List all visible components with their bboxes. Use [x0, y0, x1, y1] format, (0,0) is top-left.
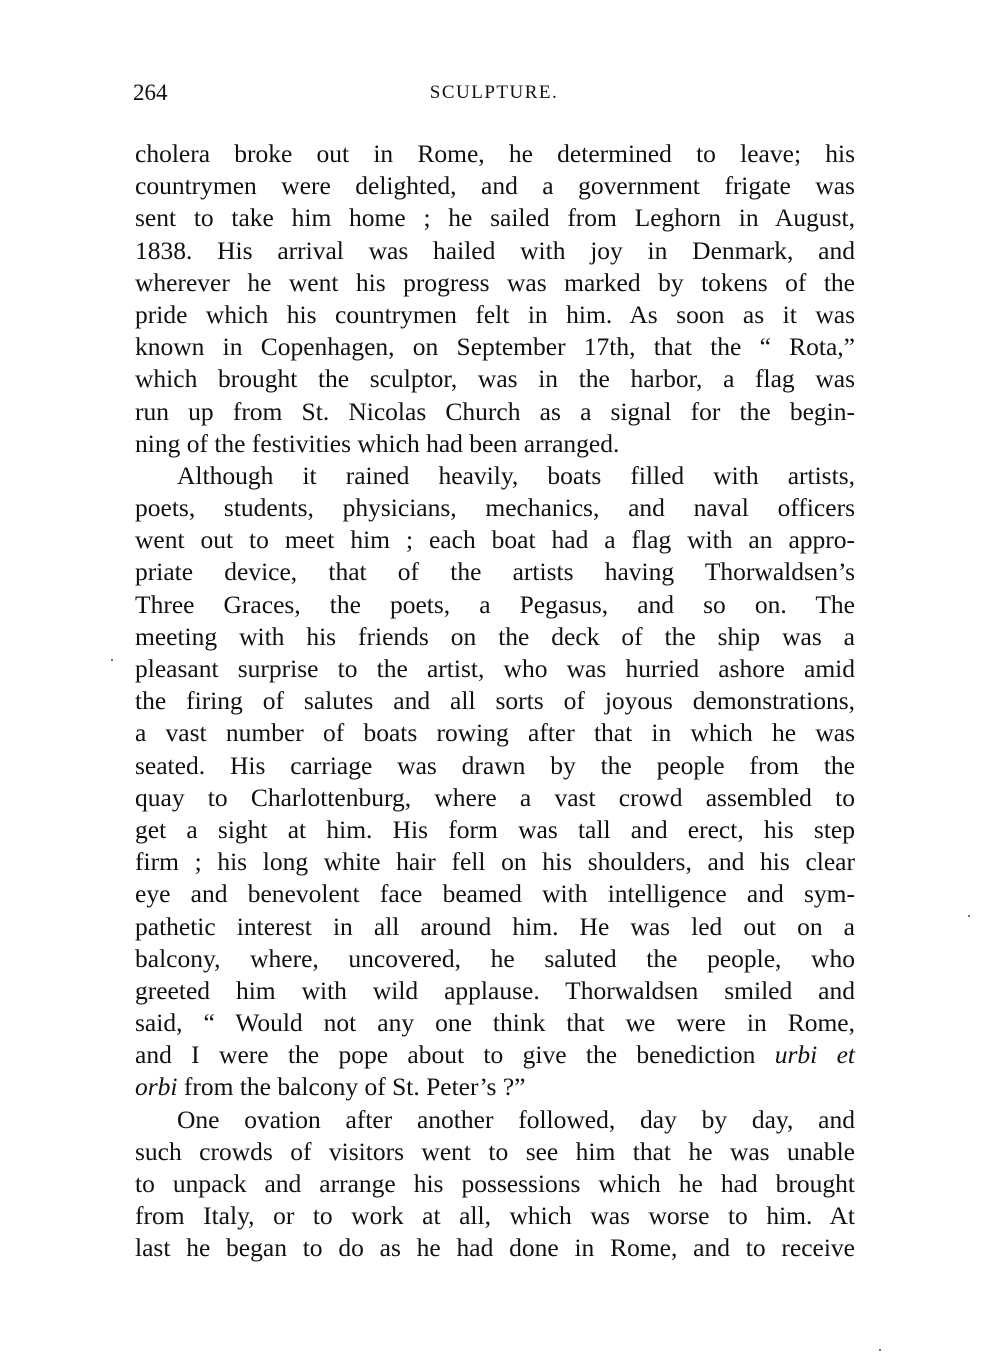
- text-line: from Italy, or to work at all, which was worse to him. At: [135, 1201, 855, 1231]
- text-line: pride which his countrymen felt in him. As soon as it was: [135, 299, 855, 329]
- text-line: ning of the festivities which had been arranged.: [135, 428, 620, 458]
- text-line: poets, students, physicians, mechanics, and naval officers: [135, 493, 855, 523]
- text-line: went out to meet him ; each boat had a flag with an appro-: [135, 525, 855, 555]
- text-line: countrymen were delighted, and a government frigate was: [135, 171, 855, 201]
- text-line: 1838. His arrival was hailed with joy in Denmark, and: [135, 235, 855, 265]
- paragraph-first-line: One ovation after another followed, day by day, and: [177, 1104, 855, 1134]
- text-line: greeted him with wild applause. Thorwaldsen smiled and: [135, 975, 855, 1005]
- text-line: wherever he went his progress was marked by tokens of the: [135, 267, 855, 297]
- latin-phrase: orbi: [135, 1072, 178, 1102]
- scan-speck: [111, 659, 113, 661]
- scan-speck: [879, 1349, 881, 1351]
- text-line: known in Copenhagen, on September 17th, that the “ Rota,”: [135, 332, 855, 362]
- text-span: and I were the pope about to give the benediction: [135, 1040, 775, 1070]
- text-line: Three Graces, the poets, a Pegasus, and so on. The: [135, 589, 855, 619]
- latin-phrase: urbi et: [774, 1040, 855, 1070]
- text-line-with-italic: [135, 1039, 855, 1071]
- running-title: SCULPTURE.: [429, 82, 559, 103]
- text-span: from the balcony of St. Peter’s ?”: [177, 1072, 526, 1102]
- text-line: pleasant surprise to the artist, who was hurried ashore amid: [135, 654, 855, 683]
- paragraph-first-line: Although it rained heavily, boats filled with artists,: [177, 460, 855, 490]
- text-line: eye and benevolent face beamed with intelligence and sym-: [135, 879, 855, 909]
- page-number: 264: [133, 80, 168, 105]
- text-line: said, “ Would not any one think that we were in Rome,: [135, 1008, 855, 1038]
- text-line: run up from St. Nicolas Church as a signal for the begin-: [135, 396, 855, 426]
- text-line: such crowds of visitors went to see him that he was unable: [135, 1136, 855, 1166]
- text-line: cholera broke out in Rome, he determined to leave; his: [135, 139, 855, 168]
- text-line: a vast number of boats rowing after that in which he was: [135, 718, 855, 748]
- text-line: get a sight at him. His form was tall and erect, his step: [135, 814, 855, 844]
- running-head: [133, 80, 855, 110]
- text-line: which brought the sculptor, was in the harbor, a flag was: [135, 364, 855, 394]
- text-line: the firing of salutes and all sorts of joyous demonstrations,: [135, 686, 855, 716]
- body-text: [135, 138, 855, 1265]
- text-line: quay to Charlottenburg, where a vast crowd assembled to: [135, 782, 855, 812]
- text-line: priate device, that of the artists having Thorwaldsen’s: [135, 557, 855, 587]
- text-line: sent to take him home ; he sailed from Leghorn in August,: [135, 203, 855, 233]
- text-line: seated. His carriage was drawn by the people from the: [135, 750, 855, 780]
- text-line-with-italic: [135, 1071, 855, 1103]
- text-line: to unpack and arrange his possessions which he had brought: [135, 1169, 855, 1198]
- text-line: meeting with his friends on the deck of the ship was a: [135, 621, 855, 651]
- text-line: balcony, where, uncovered, he saluted the people, who: [135, 943, 855, 973]
- text-line: last he began to do as he had done in Rome, and to receive: [135, 1233, 855, 1263]
- text-line: firm ; his long white hair fell on his shoulders, and his clear: [135, 847, 855, 877]
- scan-speck: [968, 915, 970, 917]
- text-line: pathetic interest in all around him. He was led out on a: [135, 911, 855, 941]
